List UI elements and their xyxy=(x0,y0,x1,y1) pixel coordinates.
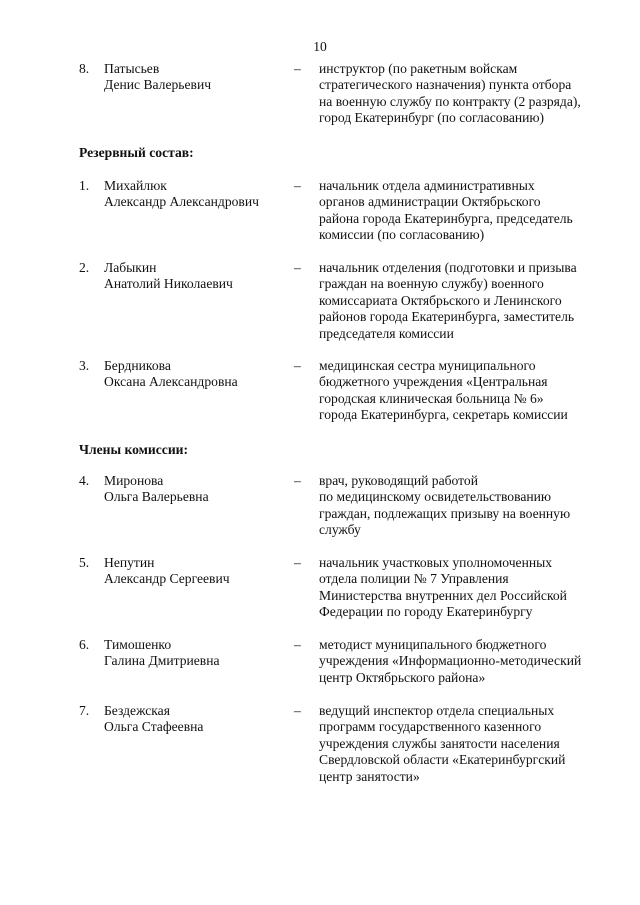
position-line: город Екатеринбург (по согласованию) xyxy=(319,110,545,126)
position-line: Министерства внутренних дел Российской xyxy=(319,587,567,603)
position-line: врач, руководящий работой xyxy=(319,473,478,488)
position-line: учреждения «Информационно-методический xyxy=(319,653,582,669)
position-line: начальник участковых уполномоченных xyxy=(319,555,553,570)
position-line: методист муниципального бюджетного xyxy=(319,637,547,652)
position-line: граждан, подлежащих призыву на военную xyxy=(319,505,571,521)
member-surname: Михайлюк xyxy=(104,178,167,193)
position-line: учреждения службы занятости населения xyxy=(319,735,560,751)
entry-dash: – xyxy=(294,178,301,193)
position-line: службу xyxy=(319,522,361,538)
position-line: бюджетного учреждения «Центральная xyxy=(319,374,548,390)
member-surname: Патысьев xyxy=(104,61,160,76)
position-line: на военную службу по контракту (2 разряда), xyxy=(319,93,581,109)
position-line: программ государственного казенного xyxy=(319,719,542,735)
position-line: Свердловской области «Екатеринбургский xyxy=(319,752,566,768)
member-name xyxy=(104,703,284,736)
section-heading-reserve: Резервный состав: xyxy=(79,145,194,160)
entry-number: 1. xyxy=(79,178,90,193)
member-given-names: Александр Сергеевич xyxy=(104,571,230,587)
member-given-names: Анатолий Николаевич xyxy=(104,276,233,292)
section-heading-members: Члены комиссии: xyxy=(79,442,189,457)
position-line: медицинская сестра муниципального xyxy=(319,358,536,373)
member-name xyxy=(104,637,284,670)
member-given-names: Александр Александрович xyxy=(104,194,259,210)
position-line: по медицинскому освидетельствованию xyxy=(319,489,552,505)
position-line: органов администрации Октябрьского xyxy=(319,194,541,210)
member-name xyxy=(104,473,284,506)
member-given-names: Оксана Александровна xyxy=(104,374,238,390)
entry-dash: – xyxy=(294,703,301,718)
member-surname: Миронова xyxy=(104,473,164,488)
entry-dash: – xyxy=(294,260,301,275)
member-position xyxy=(319,260,619,342)
entry-number: 8. xyxy=(79,61,90,76)
position-line: инструктор (по ракетным войскам xyxy=(319,61,518,76)
position-line: Федерации по городу Екатеринбургу xyxy=(319,604,533,620)
member-surname: Лабыкин xyxy=(104,260,157,275)
position-line: начальник отделения (подготовки и призыва xyxy=(319,260,577,275)
member-position xyxy=(319,358,619,424)
member-surname: Бердникова xyxy=(104,358,171,373)
position-line: комиссариата Октябрьского и Ленинского xyxy=(319,292,562,308)
entry-number: 7. xyxy=(79,703,90,718)
position-line: ведущий инспектор отдела специальных xyxy=(319,703,555,718)
member-position xyxy=(319,473,619,539)
entry-number: 2. xyxy=(79,260,90,275)
member-given-names: Ольга Стафеевна xyxy=(104,719,204,735)
member-name xyxy=(104,555,284,588)
position-line: отдела полиции № 7 Управления xyxy=(319,571,509,587)
entry-number: 5. xyxy=(79,555,90,570)
entry-dash: – xyxy=(294,637,301,652)
member-surname: Непутин xyxy=(104,555,155,570)
entry-dash: – xyxy=(294,61,301,76)
position-line: стратегического назначения) пункта отбора xyxy=(319,77,572,93)
member-name xyxy=(104,61,284,94)
position-line: районов города Екатеринбурга, заместитель xyxy=(319,309,575,325)
member-name xyxy=(104,260,284,293)
member-surname: Бездежская xyxy=(104,703,170,718)
member-given-names: Ольга Валерьевна xyxy=(104,489,209,505)
member-position xyxy=(319,178,619,244)
member-name xyxy=(104,178,284,211)
entry-dash: – xyxy=(294,555,301,570)
position-line: комиссии (по согласованию) xyxy=(319,227,485,243)
member-given-names: Денис Валерьевич xyxy=(104,77,212,93)
position-line: центр занятости» xyxy=(319,768,420,784)
member-given-names: Галина Дмитриевна xyxy=(104,653,220,669)
position-line: района города Екатеринбурга, председатель xyxy=(319,210,573,226)
position-line: городская клиническая больница № 6» xyxy=(319,390,544,406)
position-line: центр Октябрьского района» xyxy=(319,669,486,685)
entry-dash: – xyxy=(294,358,301,373)
member-position xyxy=(319,637,619,686)
position-line: граждан на военную службу) военного xyxy=(319,276,544,292)
entry-dash: – xyxy=(294,473,301,488)
position-line: города Екатеринбурга, секретарь комиссии xyxy=(319,407,568,423)
member-name xyxy=(104,358,284,391)
entry-number: 6. xyxy=(79,637,90,652)
page-number: 10 xyxy=(313,39,327,54)
member-position xyxy=(319,703,619,785)
member-position xyxy=(319,555,619,621)
member-surname: Тимошенко xyxy=(104,637,172,652)
position-line: председателя комиссии xyxy=(319,325,454,341)
entry-number: 4. xyxy=(79,473,90,488)
member-position xyxy=(319,61,619,127)
entry-number: 3. xyxy=(79,358,90,373)
position-line: начальник отдела административных xyxy=(319,178,535,193)
